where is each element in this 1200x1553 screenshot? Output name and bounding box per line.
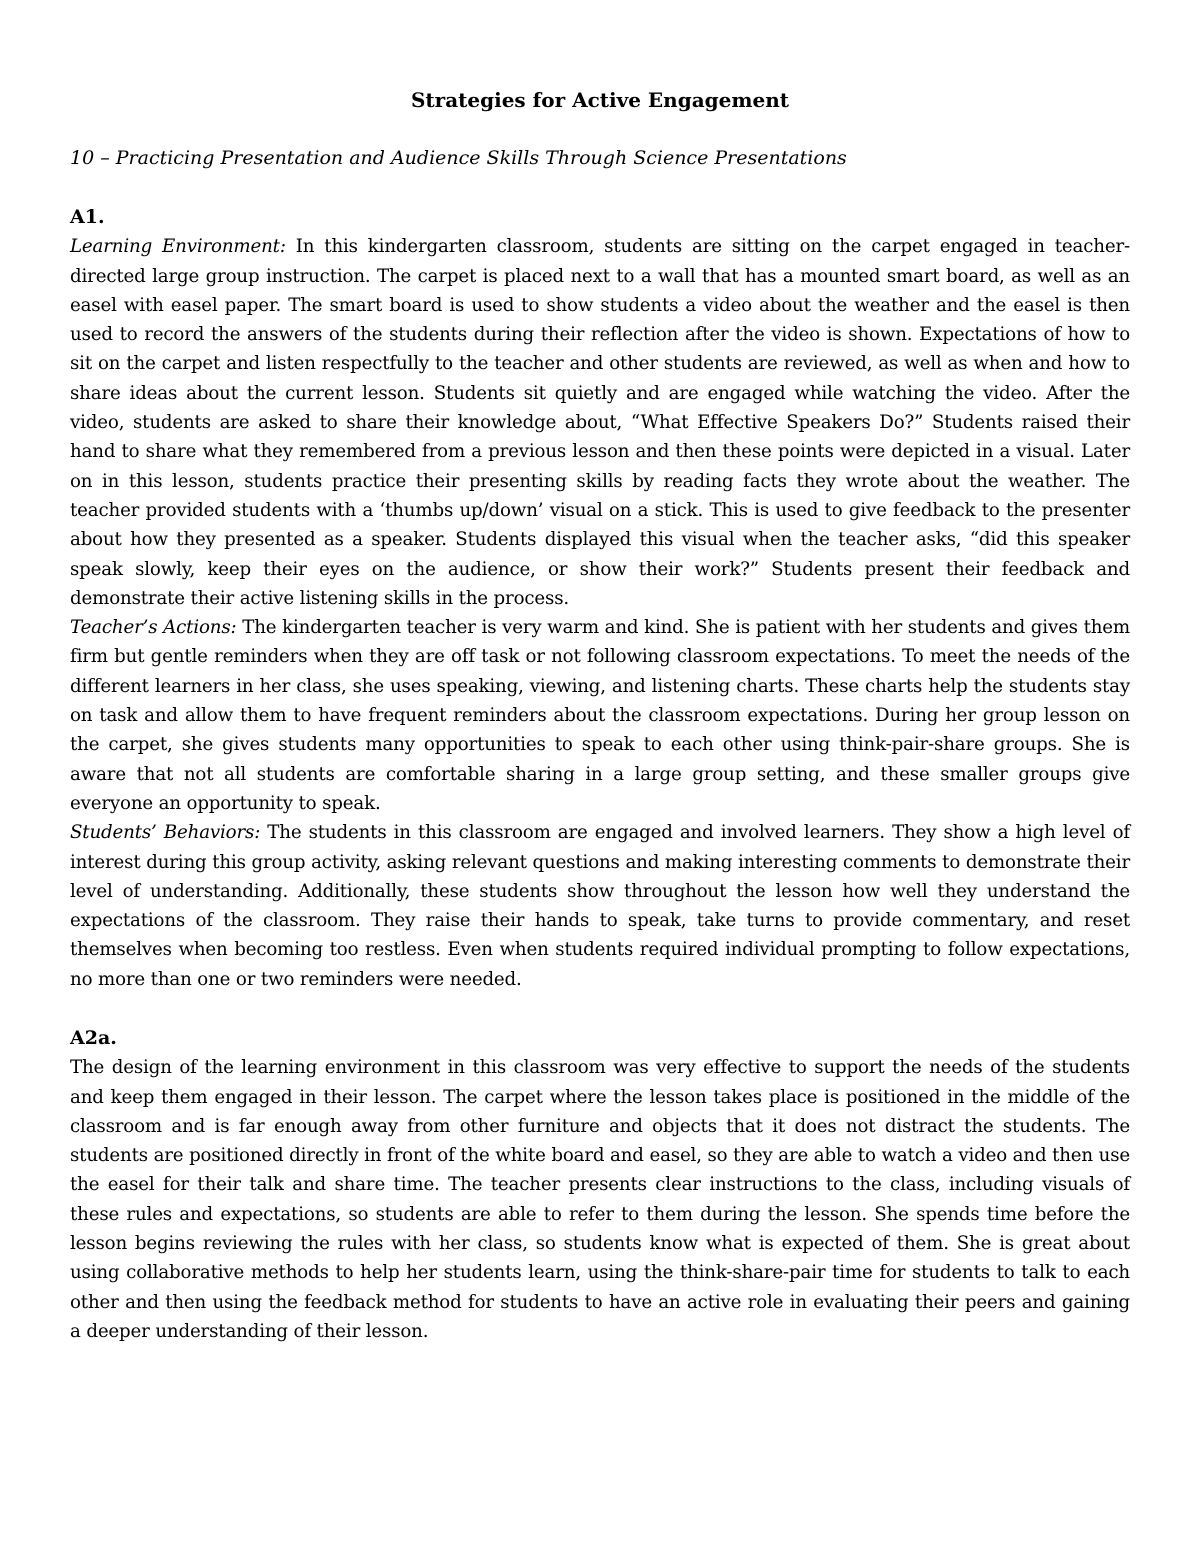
paragraph-label: Learning Environment:	[70, 236, 286, 258]
paragraph-label: Students’ Behaviors:	[70, 822, 261, 844]
teacher-actions-paragraph	[70, 613, 1130, 818]
section-heading: A1.	[70, 206, 105, 228]
section-heading: A2a.	[70, 1027, 117, 1049]
students-behaviors-paragraph	[70, 818, 1130, 994]
section-a1	[70, 203, 1130, 994]
paragraph-text: The kindergarten teacher is very warm and kind. She is patient with her students and gives them firm but gentle reminders when they are off task or not following classroom expectations. To meet the needs of the different learners in her class, she uses speaking, viewing, and listening charts. These charts help the students stay on task and allow them to have frequent reminders about the classroom expectations. During her group lesson on the carpet, she gives students many opportunities to speak to each other using think-pair-share groups. She is aware that not all students are comfortable sharing in a large group setting, and these smaller groups give everyone an opportunity to speak.	[70, 617, 1130, 814]
paragraph-text: The design of the learning environment in this classroom was very effective to support the needs of the students and keep them engaged in their lesson. The carpet where the lesson takes place is positioned in the middle of the classroom and is far enough away from other furniture and objects that it does not distract the students. The students are positioned directly in front of the white board and easel, so they are able to watch a video and then use the easel for their talk and share time. The teacher presents clear instructions to the class, including visuals of these rules and expectations, so students are able to refer to them during the lesson. She spends time before the lesson begins reviewing the rules with her class, so students know what is expected of them. She is great about using collaborative methods to help her students learn, using the think-share-pair time for students to talk to each other and then using the feedback method for students to have an active role in evaluating their peers and gaining a deeper understanding of their lesson.	[70, 1057, 1130, 1342]
section-a2a	[70, 1024, 1130, 1346]
document-subtitle: 10 – Practicing Presentation and Audience Skills Through Science Presentations	[70, 147, 847, 169]
paragraph-label: Teacher’s Actions:	[70, 617, 237, 639]
paragraph-text: In this kindergarten classroom, students are sitting on the carpet engaged in teacher-directed large group instruction. The carpet is placed next to a wall that has a mounted smart board, as well as an easel with easel paper. The smart board is used to show students a video about the weather and the easel is then used to record the answers of the students during their reflection after the video is shown. Expectations of how to sit on the carpet and listen respectfully to the teacher and other students are reviewed, as well as when and how to share ideas about the current lesson. Students sit quietly and are engaged while watching the video. After the video, students are asked to share their knowledge about, “What Effective Speakers Do?” Students raised their hand to share what they remembered from a previous lesson and then these points were depicted in a visual. Later on in this lesson, students practice their presenting skills by reading facts they wrote about the weather. The teacher provided students with a ‘thumbs up/down’ visual on a stick. This is used to give feedback to the presenter about how they presented as a speaker. Students displayed this visual when the teacher asks, “did this speaker speak slowly, keep their eyes on the audience, or show their work?” Students present their feedback and demonstrate their active listening skills in the process.	[70, 236, 1130, 609]
document-title: Strategies for Active Engagement	[410, 88, 790, 112]
learning-environment-paragraph	[70, 232, 1130, 613]
design-paragraph	[70, 1053, 1130, 1346]
paragraph-text: The students in this classroom are engaged and involved learners. They show a high level of interest during this group activity, asking relevant questions and making interesting comments to demonstrate their level of understanding. Additionally, these students show throughout the lesson how well they understand the expectations of the classroom. They raise their hands to speak, take turns to provide commentary, and reset themselves when becoming too restless. Even when students required individual prompting to follow expectations, no more than one or two reminders were needed.	[70, 822, 1130, 990]
